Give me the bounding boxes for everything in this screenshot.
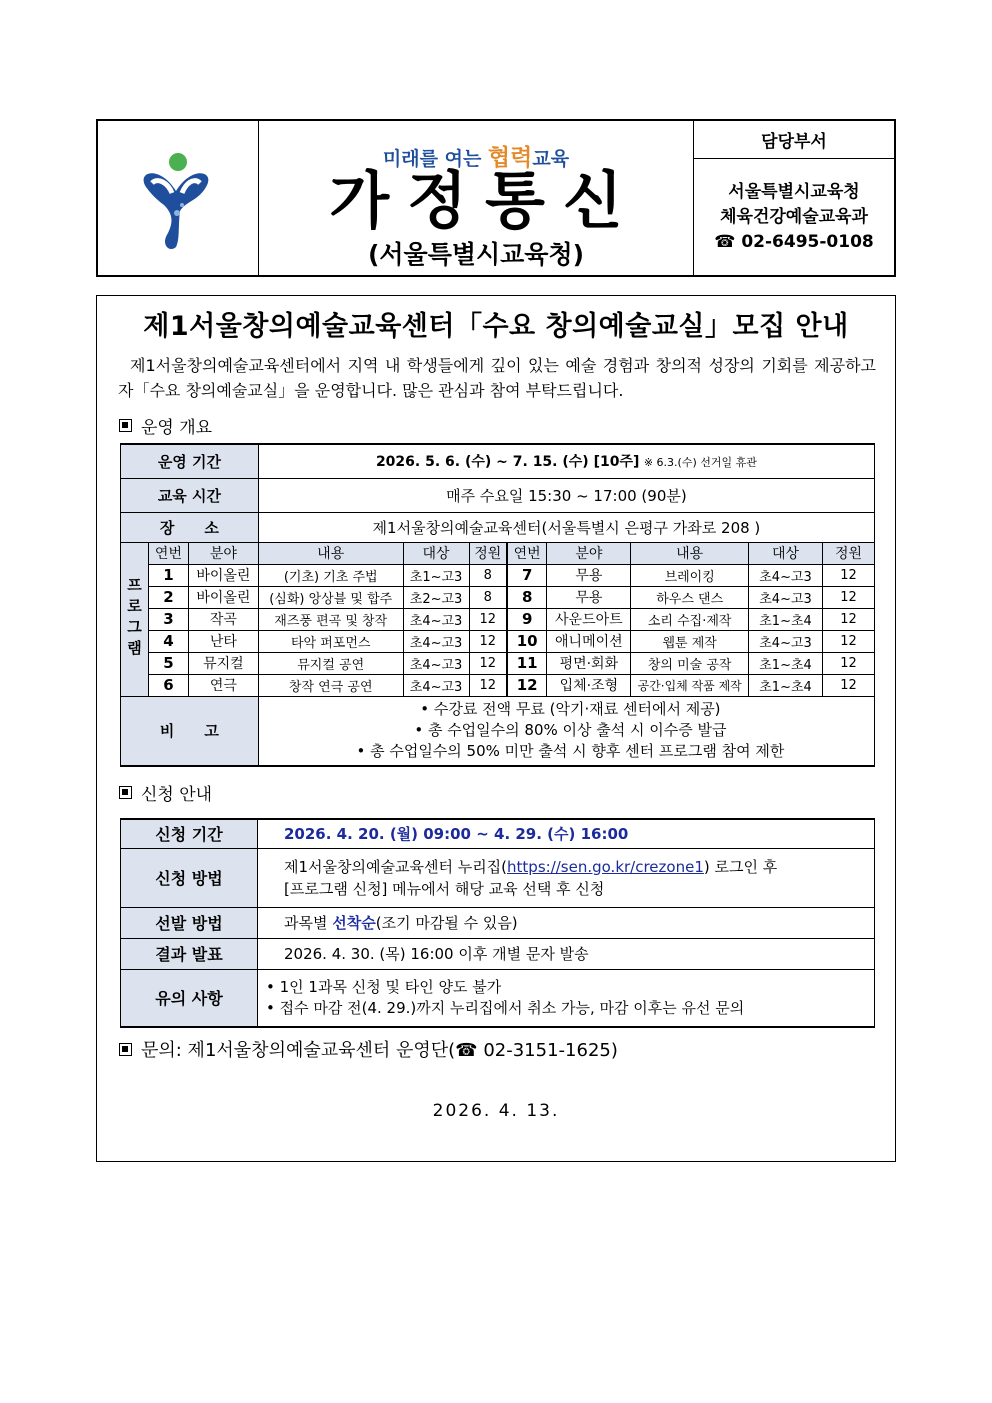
col-field: 분야	[188, 542, 258, 564]
col-no: 연번	[507, 542, 547, 564]
col-content: 내용	[631, 542, 749, 564]
note-label: 비 고	[121, 696, 259, 766]
program-row: 5 뮤지컬 뮤지컬 공연 초4~고3 12 11 평면·회화 창의 미술 공작 초1~초4 12	[121, 652, 875, 674]
col-no: 연번	[148, 542, 188, 564]
col-target: 대상	[403, 542, 469, 564]
square-bullet-icon	[119, 1043, 132, 1056]
selection-value: 과목별 선착순(조기 마감될 수 있음)	[258, 907, 875, 938]
homepage-link[interactable]: https://sen.go.kr/crezone1	[507, 857, 704, 876]
apply-period-value: 2026. 4. 20. (월) 09:00 ~ 4. 29. (수) 16:00	[258, 819, 875, 848]
program-row: 1 바이올린 (기초) 기초 주법 초1~고3 8 7 무용 브레이킹 초4~고3 12	[121, 564, 875, 586]
section-heading-overview: 운영 개요	[119, 413, 212, 438]
intro-paragraph: 제1서울창의예술교육센터에서 지역 내 학생들에게 깊이 있는 예술 경험과 창의적 성장의 기회를 제공하고자「수요 창의예술교실」을 운영합니다. 많은 관심과 참여 부탁드립니다.	[118, 356, 876, 400]
square-bullet-icon	[119, 786, 132, 799]
newsletter-title: 가정통신	[329, 164, 641, 237]
note-item: • 수강료 전액 무료 (악기·재료 센터에서 제공)	[267, 699, 874, 720]
department-division: 체육건강예술교육과	[720, 206, 868, 227]
apply-method-label: 신청 방법	[121, 848, 258, 907]
place-label: 장 소	[121, 512, 259, 542]
logo-cell	[98, 121, 259, 275]
program-row: 2 바이올린 (심화) 앙상블 및 합주 초2~고3 8 8 무용 하우스 댄스 초4~고3 12	[121, 586, 875, 608]
col-cap: 정원	[822, 542, 874, 564]
overview-table	[120, 443, 875, 767]
col-content: 내용	[258, 542, 403, 564]
result-value: 2026. 4. 30. (목) 16:00 이후 개별 문자 발송	[258, 938, 875, 969]
place-value: 제1서울창의예술교육센터(서울특별시 은평구 가좌로 208 )	[258, 512, 874, 542]
caution-item: • 접수 마감 전(4. 29.)까지 누리집에서 취소 가능, 마감 이후는 유선 문의	[266, 998, 874, 1019]
caution-list	[258, 969, 875, 1027]
col-cap: 정원	[469, 542, 507, 564]
result-label: 결과 발표	[121, 938, 258, 969]
period-label: 운영 기간	[121, 444, 259, 478]
department-info	[694, 159, 894, 275]
newsletter-header	[96, 119, 896, 277]
section-heading-apply: 신청 안내	[119, 780, 212, 805]
contact-line: 문의: 제1서울창의예술교육센터 운영단(☎ 02-3151-1625)	[119, 1036, 618, 1062]
program-row: 6 연극 창작 연극 공연 초4~고3 12 12 입체·조형 공간·입체 작품 제작 초1~초4 12	[121, 674, 875, 696]
time-value: 매주 수요일 15:30 ~ 17:00 (90분)	[258, 478, 874, 512]
notice-title: 제1서울창의예술교육센터「수요 창의예술교실」모집 안내	[143, 311, 849, 342]
apply-period-label: 신청 기간	[121, 819, 258, 848]
newsletter-subtitle: (서울특별시교육청)	[367, 240, 585, 269]
apply-table	[120, 818, 875, 1028]
note-item: • 총 수업일수의 80% 이상 출석 시 이수증 발급	[267, 720, 874, 741]
col-target: 대상	[749, 542, 823, 564]
program-row: 3 작곡 재즈풍 편곡 및 창작 초4~고3 12 9 사운드아트 소리 수집·제작 초1~초4 12	[121, 608, 875, 630]
issue-date: 2026. 4. 13.	[432, 1101, 560, 1121]
caution-item: • 1인 1과목 신청 및 타인 양도 불가	[266, 977, 874, 998]
department-org: 서울특별시교육청	[728, 181, 860, 202]
slogan: 미래를 여는 협력교육	[382, 145, 570, 171]
department-phone: ☎ 02-6495-0108	[714, 231, 874, 252]
col-field: 분야	[547, 542, 631, 564]
caution-label: 유의 사항	[121, 969, 258, 1027]
note-item: • 총 수업일수의 50% 미만 출석 시 향후 센터 프로그램 참여 제한	[267, 741, 874, 762]
selection-label: 선발 방법	[121, 907, 258, 938]
period-value: 2026. 5. 6. (수) ~ 7. 15. (수) [10주] ※ 6.3.(수) 선거일 휴관	[258, 444, 874, 478]
program-label: 프로그램	[121, 542, 149, 696]
apply-method-value: 제1서울창의예술교육센터 누리집(https://sen.go.kr/crezone1) 로그인 후 [프로그램 신청] 메뉴에서 해당 교육 선택 후 신청	[258, 848, 875, 907]
department-label: 담당부서	[694, 121, 894, 159]
notice-body	[96, 295, 896, 1162]
square-bullet-icon	[119, 419, 132, 432]
note-list	[258, 696, 874, 766]
department-cell	[694, 121, 894, 275]
seoul-education-logo-icon	[98, 121, 259, 275]
title-cell	[259, 121, 694, 275]
program-row: 4 난타 타악 퍼포먼스 초4~고3 12 10 애니메이션 웹툰 제작 초4~고3 12	[121, 630, 875, 652]
time-label: 교육 시간	[121, 478, 259, 512]
